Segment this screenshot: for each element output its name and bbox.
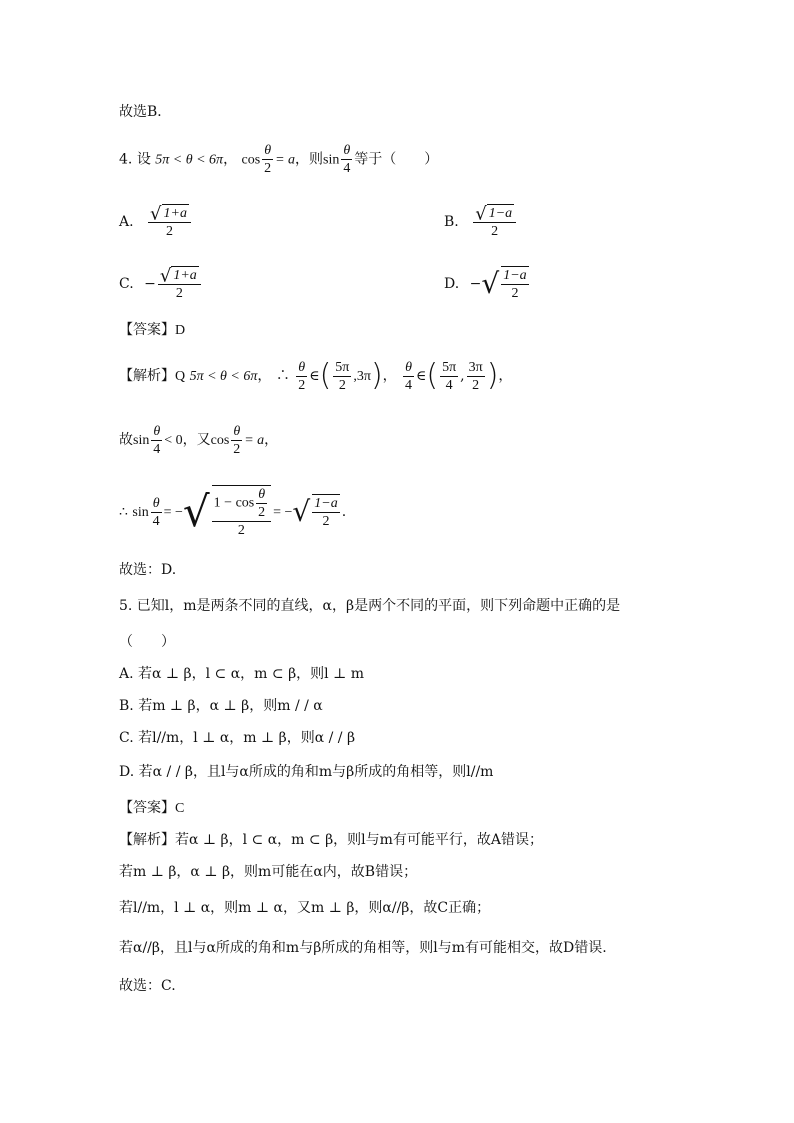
q4-analysis-line2: 故sin $\frac{\theta}{4}$ < 0，又cos $\frac{\theta}{2}$ = a， bbox=[119, 423, 279, 457]
q5-paren: （ ） bbox=[119, 634, 175, 650]
q4-frac-theta-4: $\frac{\theta}{4}$ bbox=[343, 143, 351, 176]
q4-final: 故选：D. bbox=[119, 562, 177, 578]
q5-option-c: C. 若l//m，l ⊥ α，m ⊥ β，则α / / β bbox=[119, 730, 356, 746]
q4-number: 4. bbox=[119, 151, 133, 168]
q5-analysis-line1: 【解析】若α ⊥ β，l ⊂ α，m ⊂ β，则l与m有可能平行，故A错误； bbox=[119, 832, 544, 848]
q4-analysis-line3: ∴ sin $\frac{\theta}{4}$ = −√ 1 − cos $\frac{\theta}{2}$ 2 = −√ $\frac{1-a}{2}$ . bbox=[119, 487, 347, 538]
q4-stem-prefix: 设 bbox=[136, 151, 151, 168]
q4-condition: 5π < θ < 6π bbox=[155, 152, 224, 168]
q5-analysis-line3: 若l//m，l ⊥ α，则m ⊥ α，又m ⊥ β，则α//β，故C正确； bbox=[119, 900, 491, 916]
prev-answer-line: 故选B． bbox=[119, 104, 172, 120]
q4-option-d: D. −√ $\frac{1-a}{2}$ bbox=[444, 267, 527, 301]
q5-answer: 【答案】C bbox=[119, 800, 185, 816]
q5-option-b: B. 若m ⊥ β，α ⊥ β，则m / / α bbox=[119, 698, 323, 714]
q4-sep2: ，则 bbox=[295, 151, 324, 168]
q5-option-a: A. 若α ⊥ β，l ⊂ α，m ⊂ β，则l ⊥ m bbox=[119, 666, 365, 682]
q4-analysis-line1: 【解析】Q 5π < θ < 6π， ∴ $\frac{\theta}{2}$ ∈( $\frac{5\pi}{2}$ ,3π)， $\frac{\theta}{4}$ ∈( $\frac{5\pi}{4}$ , $\frac{3\pi}{2}$ )， bbox=[119, 358, 513, 393]
q4-cos: cos bbox=[241, 152, 261, 168]
q4-sep: ， bbox=[223, 151, 238, 168]
q5-analysis-line4: 若α//β，且l与α所成的角和m与β所成的角相等，则l与m有可能相交，故D错误. bbox=[119, 940, 607, 956]
q4-sin: sin bbox=[323, 152, 340, 168]
q4-answer: 【答案】D bbox=[119, 322, 186, 338]
option-label: D. bbox=[444, 276, 460, 292]
q4-stem-suffix: 等于（ ） bbox=[354, 151, 439, 168]
q5-analysis-line2: 若m ⊥ β，α ⊥ β，则m可能在α内，故B错误； bbox=[119, 864, 418, 880]
q5-final: 故选：C. bbox=[119, 978, 176, 994]
q5-option-d: D. 若α / / β，且l与α所成的角和m与β所成的角相等，则l//m bbox=[119, 764, 494, 780]
option-label: B. bbox=[444, 214, 459, 230]
option-label: C. bbox=[119, 276, 134, 292]
q4-option-a: A. $\frac{√ 1+a}{2}$ bbox=[119, 202, 193, 242]
q4-frac-theta-2: $\frac{\theta}{2}$ bbox=[264, 143, 272, 176]
q4-option-b: B. $\frac{√ 1-a}{2}$ bbox=[444, 202, 518, 242]
q4-option-c: C. − $\frac{√ 1+a}{2}$ bbox=[119, 264, 203, 304]
q4-eq-a: = a bbox=[275, 152, 296, 168]
q5-stem: 5. 已知l，m是两条不同的直线，α，β是两个不同的平面，则下列命题中正确的是 bbox=[119, 598, 621, 614]
q4-stem bbox=[119, 142, 438, 178]
option-label: A. bbox=[119, 214, 134, 230]
